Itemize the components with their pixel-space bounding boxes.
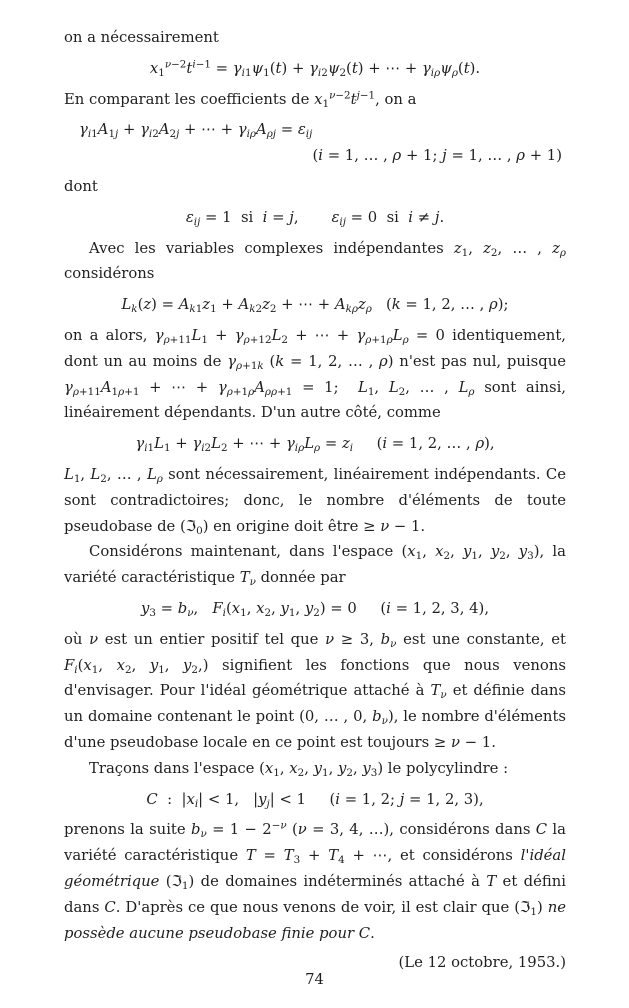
formula-polycylindre: C : $|x_i| < 1$, $|y_j| < 1$ (i = 1, 2; j = 1, 2, 3), [146, 790, 484, 810]
paragraph-avec-variables: Avec les variables complexes indépendantes $z_1$, $z_2$, … , $z_\rho$ considérons [64, 239, 566, 283]
paragraph-on-a-alors: on a alors, $\gamma_{\rho+11}L_1 + \gamma_{\rho+12}L_2$ + ⋯ + $\gamma_{\rho+1\rho}L_\rho = 0$ identiquement, dont un au moins de $\gamma_{\rho+1k}$ (k = 1, 2, … , ρ) n'est pas nul, puisque $\gamma_{\rho+11}A_{1\rho+1}$ + ⋯ + $\gamma_{\rho+1\rho}A_{\rho\rho+1} = 1$; $L_1$, $L_2$, … , $L_\rho$ sont ainsi, linéairement dépendants. D'un autre côté, comme [64, 326, 567, 422]
paragraph-en-comparant: En comparant les coefficients de $x_1^{\nu-2}t^{j-1}$, on a [64, 89, 417, 110]
formula-series-psi: $x_1^{\nu-2}t^{i-1} = \gamma_{i1}\psi_1(t) + \gamma_{i2}\psi_2(t)$ + ⋯ + $\gamma_{i\rho}\psi_\rho(t)$. [149, 58, 481, 79]
display-group-coefficients [64, 117, 566, 169]
formula-gamma-a-epsilon: $\gamma_{i1}A_{1j} + \gamma_{i2}A_{2j}$ + ⋯ + $\gamma_{i\rho}A_{\rho j} = \varepsilon_{ij}$ [79, 121, 313, 141]
paragraph-on-a-necessairement: on a nécessairement [64, 29, 219, 46]
paragraph-prenons-la-suite: prenons la suite $b_\nu = 1 - 2^{-\nu}$ (ν = 3, 4, …), considérons dans C la variété caractéristique $T = T_3 + T_4$ + ⋯, et considérons l'idéal géométrique (ℑ$_1$) de domaines indéterminés attaché à T et défini dans C. D'après ce que nous venons de voir, il est clair que (ℑ$_1$) ne possède aucune pseudobase finie pour C. [64, 819, 566, 942]
formula-variete-caracteristique: $y_3 = b_\nu$, $F_i(x_1$, $x_2$, $y_1$, $y_2) = 0$ (i = 1, 2, 3, 4), [140, 599, 490, 619]
paragraph-ou-nu-entier: où ν est un entier positif tel que ν ≥ 3, $b_\nu$ est une constante, et $F_i(x_1$, $x_2$, $y_1$, $y_2$,) signifient les fonctions que nous venons d'envisager. Pour l'idéal géométrique attaché à $T_\nu$ et définie dans un domaine contenant le point (0, … , 0, $b_\nu$), le nombre d'éléments d'une pseudobase locale en ce point est toujours ≥ ν − 1. [64, 630, 566, 751]
formula-linear-forms: $L_k(z) = A_{k1}z_1 + A_{k2}z_2$ + ⋯ + $A_{k\rho}z_\rho$ (k = 1, 2, … , ρ); [121, 296, 509, 316]
paragraph-dont: dont [64, 177, 98, 195]
page-number: 74 [305, 971, 324, 989]
formula-epsilon-cases: $\varepsilon_{ij} = 1$ si i = j, $\varepsilon_{ij} = 0$ si i ≠ j. [185, 208, 445, 228]
formula-gamma-l-z: $\gamma_{i1}L_1 + \gamma_{i2}L_2$ + ⋯ + $\gamma_{i\rho}L_\rho = z_i$ (i = 1, 2, … , ρ), [135, 435, 495, 455]
paragraph-lineairement-independants: $L_1$, $L_2$, … , $L_\rho$ sont nécessairement, linéairement indépendants. Ce sont contradictoires; donc, le nombre d'éléments de toute pseudobase de (ℑ$_0$) en origine doit être ≥ ν − 1. [64, 465, 566, 537]
date-note: (Le 12 octobre, 1953.) [398, 954, 566, 972]
formula-index-ranges: (i = 1, … , ρ + 1; j = 1, … , ρ + 1) [312, 147, 562, 165]
paragraph-tracons-espace: Traçons dans l'espace ($x_1$, $x_2$, $y_1$, $y_2$, $y_3$) le polycylindre : [89, 759, 509, 779]
paragraph-considerons-maintenant: Considérons maintenant, dans l'espace ($x_1$, $x_2$, $y_1$, $y_2$, $y_3$), la variété caractéristique $T_\nu$ donnée par [64, 543, 566, 589]
